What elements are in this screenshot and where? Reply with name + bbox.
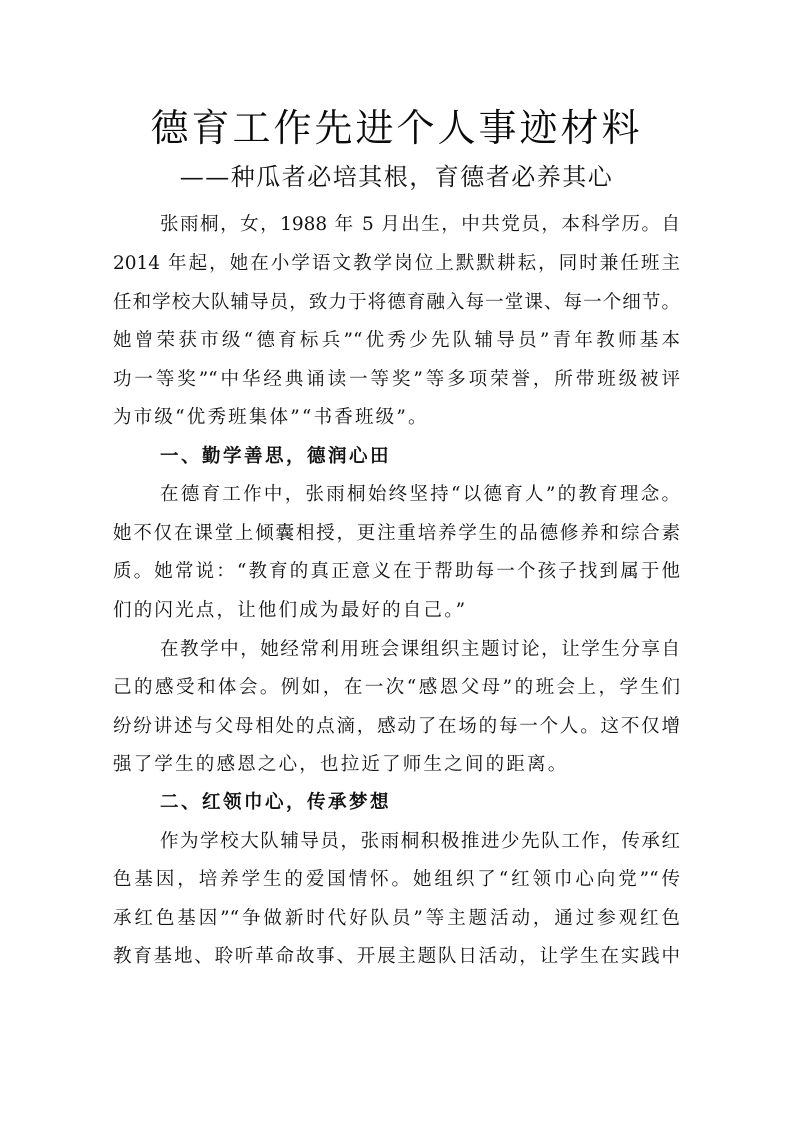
body-line: 色基因，培养学生的爱国情怀。她组织了“红领巾心向党”“传 xyxy=(113,869,680,890)
body-line: 己的感受和体会。例如，在一次“感恩父母”的班会上，学生们 xyxy=(113,677,680,698)
section-heading-1: 一、勤学善思，德润心田 xyxy=(160,446,392,467)
document-title: 德育工作先进个人事迹材料 xyxy=(150,106,643,150)
body-line: 她曾荣获市级“德育标兵”“优秀少先队辅导员”青年教师基本 xyxy=(113,330,680,351)
body-line: 张雨桐，女，1988 年 5 月出生，中共党员，本科学历。自 xyxy=(160,214,680,235)
body-line: 功一等奖”“中华经典诵读一等奖”等多项荣誉，所带班级被评 xyxy=(113,369,680,390)
body-line: 质。她常说：“教育的真正意义在于帮助每一个孩子找到属于他 xyxy=(113,561,680,582)
body-line: 在教学中，她经常利用班会课组织主题讨论，让学生分享自 xyxy=(160,639,680,660)
document-subtitle: ——种瓜者必培其根，育德者必养其心 xyxy=(179,163,614,191)
body-line: 们的闪光点，让他们成为最好的自己。” xyxy=(113,600,468,621)
body-line: 2014 年起，她在小学语文教学岗位上默默耕耘，同时兼任班主 xyxy=(113,253,680,274)
body-line: 强了学生的感恩之心，也拉近了师生之间的距离。 xyxy=(113,754,569,775)
body-line: 她不仅在课堂上倾囊相授，更注重培养学生的品德修养和综合素 xyxy=(113,523,680,544)
body-line: 承红色基因”“争做新时代好队员”等主题活动，通过参观红色 xyxy=(113,908,680,929)
body-line: 在德育工作中，张雨桐始终坚持“以德育人”的教育理念。 xyxy=(160,484,680,505)
body-line: 教育基地、聆听革命故事、开展主题队日活动，让学生在实践中 xyxy=(113,946,680,967)
body-line: 纷纷讲述与父母相处的点滴，感动了在场的每一个人。这不仅增 xyxy=(113,716,680,737)
section-heading-2: 二、红领巾心，传承梦想 xyxy=(160,792,392,813)
body-line: 为市级“优秀班集体”“书香班级”。 xyxy=(113,407,429,428)
body-line: 作为学校大队辅导员，张雨桐积极推进少先队工作，传承红 xyxy=(160,831,680,852)
body-line: 任和学校大队辅导员，致力于将德育融入每一堂课、每一个细节。 xyxy=(113,292,680,313)
